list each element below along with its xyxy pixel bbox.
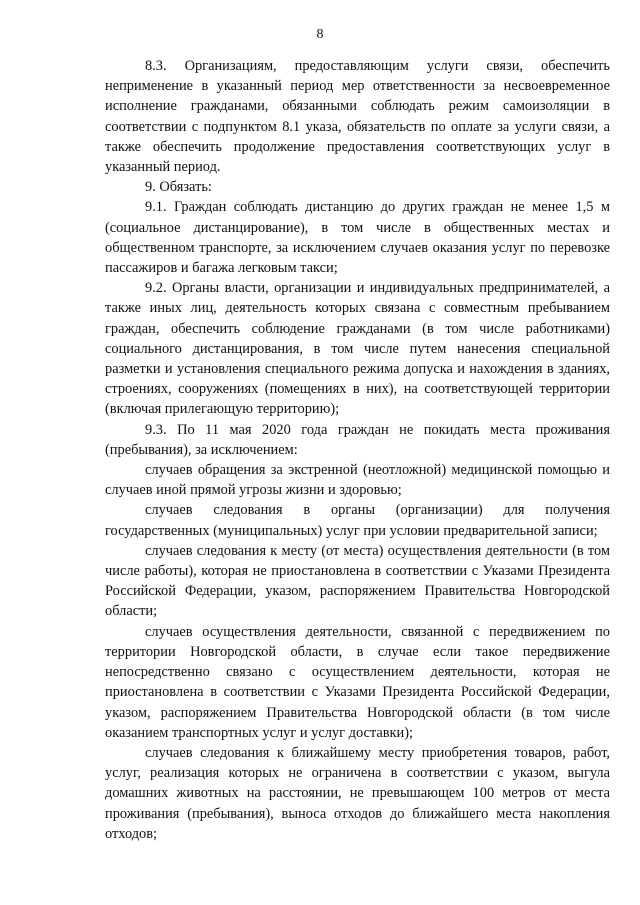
- exception-transport-activity: случаев осуществления деятельности, связанной с передвижением по территории Новгородской области, в случае если такое передвижение непосредственно связано с осуществлением деятельности, которая не приостановлена в соответствии с Указами Президента Российской Федерации, указом, распоряжением Правительства Новгородской области (в том числе оказанием транспортных услуг и услуг доставки);: [105, 623, 610, 741]
- paragraph-9-1: 9.1. Граждан соблюдать дистанцию до других граждан не менее 1,5 м (социальное дистанцирование), в том числе в общественных местах и общественном транспорте, за исключением случаев оказания услуг по перевозке пассажиров и багажа легковым такси;: [105, 199, 610, 277]
- paragraph-8-3: 8.3. Организациям, предоставляющим услуги связи, обеспечить неприменение в указанный период мер ответственности за несвоевременное исполнение гражданами, обязанными соблюдать режим самоизоляции в соответствии с подпунктом 8.1 указа, обязательств по оплате за услуги связи, а также обеспечить продолжение предоставления соответствующих услуг в указанный период.: [105, 58, 610, 176]
- exception-medical: случаев обращения за экстренной (неотложной) медицинской помощью и случаев иной прямой угрозы жизни и здоровью;: [105, 462, 610, 499]
- document-body: [105, 56, 610, 844]
- exception-shopping-pets: случаев следования к ближайшему месту приобретения товаров, работ, услуг, реализация которых не ограничена в соответствии с указом, выгула домашних животных на расстоянии, не превышающем 100 метров от места проживания (пребывания), выноса отходов до ближайшего места накопления отходов;: [105, 744, 610, 842]
- exception-public-services: случаев следования в органы (организации) для получения государственных (муниципальных) услуг при условии предварительной записи;: [105, 502, 610, 539]
- exception-work: случаев следования к месту (от места) осуществления деятельности (в том числе работы), которая не приостановлена в соответствии с Указами Президента Российской Федерации, указом, распоряжением Правительства Новгородской области;: [105, 542, 610, 620]
- paragraph-9-2: 9.2. Органы власти, организации и индивидуальных предпринимателей, а также иных лиц, деятельность которых связана с совместным пребыванием граждан, обеспечить соблюдение гражданами (в том числе работниками) социального дистанцирования, в том числе путем нанесения специальной разметки и установления специального режима допуска и нахождения в зданиях, строениях, сооружениях (помещениях в них), на соответствующей территории (включая прилегающую территорию);: [105, 280, 610, 418]
- paragraph-9-3: 9.3. По 11 мая 2020 года граждан не покидать места проживания (пребывания), за исключением:: [105, 421, 610, 458]
- paragraph-9: 9. Обязать:: [145, 179, 212, 196]
- page-number: 8: [316, 27, 324, 42]
